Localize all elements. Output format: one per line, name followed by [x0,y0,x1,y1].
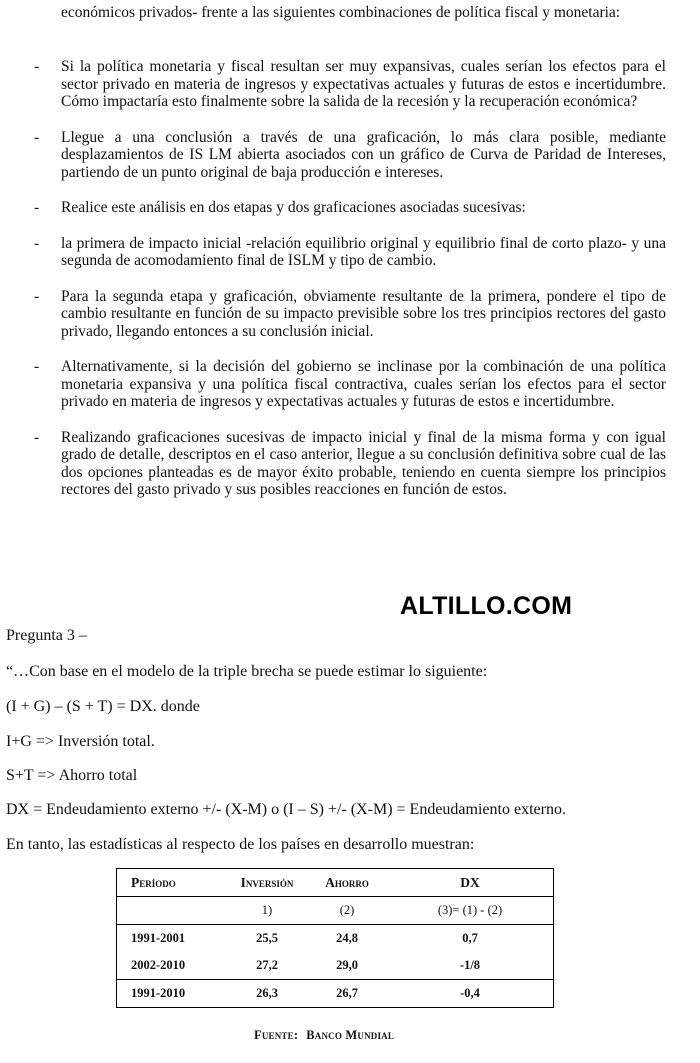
table-intro: En tanto, las estadísticas al respecto de los países en desarrollo muestran: [6,836,475,853]
bullet-text: Llegue a una conclusión a través de una graficación, lo más clara posible, mediante desplazamientos de IS LM abierta asociados con un gráfico de Curva de Paridad de Intereses, partiendo de un punto original de baja producción e intereses. [61,128,666,181]
intro-paragraph: económicos privados- frente a las siguientes combinaciones de política fiscal y monetaria: [61,4,621,21]
subheader-2: (2) [307,897,387,925]
cell-investment: 27,2 [256,958,278,972]
question-heading: Pregunta 3 – [6,627,87,644]
cell-savings: 24,8 [307,925,387,953]
bullet-text: Realice este análisis en dos etapas y dos graficaciones asociadas sucesivas: [61,199,526,216]
definition-dx: DX = Endeudamiento externo +/- (X-M) o (I – S) +/- (X-M) = Endeudamiento externo. [6,801,566,818]
bullet-dash: - [34,358,40,375]
bullet-text: la primera de impacto inicial -relación equilibrio original y equilibrio final de corto plazo- y una segunda de acomodamiento final de ISLM y tipo de cambio. [61,234,666,269]
cell-period: 1991-2010 [117,980,228,1008]
table-row [117,952,554,980]
cell-dx: -0,4 [387,980,554,1008]
bullet-item [0,288,700,341]
subheader-1: 1) [227,897,307,925]
cell-investment: 25,5 [227,925,307,953]
definition-investment: I+G => Inversión total. [6,733,155,750]
cell-savings: 29,0 [336,958,358,972]
table-header-row [117,869,554,897]
table-subheader-row [117,897,554,925]
header-savings: Ahorro [325,874,369,890]
table-row [117,980,554,1008]
subheader-3: (3)= (1) - (2) [387,897,554,925]
bullet-dash: - [34,287,40,305]
bullet-text: Para la segunda etapa y graficación, obviamente resultante de la primera, pondere el tipo de cambio resultante en función de su impacto previsible sobre los tres principios rectores del gasto privado, llegando entonces a su conclusión inicial. [61,287,666,340]
source-value: Banco Mundial [306,1028,395,1042]
bullet-dash: - [34,234,40,252]
bullet-dash: - [34,199,40,216]
bullet-item [0,429,700,499]
bullet-dash: - [34,128,40,146]
table-source [254,1028,402,1043]
cell-period: 2002-2010 [131,958,186,972]
definition-savings: S+T => Ahorro total [6,767,138,784]
header-dx: DX [460,874,480,890]
quote-line: “…Con base en el modelo de la triple brecha se puede estimar lo siguiente: [6,663,488,680]
bullet-item [0,235,700,270]
bullet-dash: - [34,58,40,75]
watermark-logo: ALTILLO.COM [400,592,573,620]
bullet-item [0,199,700,217]
bullet-item [0,58,700,111]
bullet-text: Realizando graficaciones sucesivas de impacto inicial y final de la misma forma y con igual grado de detalle, descriptos en el caso anterior, llegue a su conclusión definitiva sobre cual de las dos opciones planteadas es de mayor éxito probable, teniendo en cuenta siempre los principios rectores del gasto privado y sus posibles reacciones en función de estos. [61,428,666,498]
cell-dx: 0,7 [387,925,554,953]
cell-period: 1991-2001 [117,925,228,953]
bullet-text: Alternativamente, si la decisión del gobierno se inclinase por la combinación de una política monetaria expansiva y una política fiscal contractiva, cuales serían los efectos para el sector privado en materia de ingresos y expectativas actuales y futuras de estos e incertidumbre. [61,358,666,410]
header-investment: Inversión [240,874,294,890]
bullet-item [0,129,700,182]
cell-investment: 26,3 [227,980,307,1008]
table-row [117,925,554,953]
header-period: Período [131,874,176,890]
statistics-table [116,868,554,1008]
cell-savings: 26,7 [307,980,387,1008]
bullet-item [0,358,700,411]
subheader-empty [117,897,228,925]
bullet-dash: - [34,428,40,446]
bullet-list [0,58,700,517]
equation-line: (I + G) – (S + T) = DX. donde [6,698,200,715]
bullet-text: Si la política monetaria y fiscal resultan ser muy expansivas, cuales serían los efectos para el sector privado en materia de ingresos y expectativas actuales y futuras de estos e incertidumbre. Cómo impactaría esto finalmente sobre la salida de la recesión y la recuperación económica? [61,58,666,110]
cell-dx: -1/8 [459,958,481,972]
source-label: Fuente: [254,1028,299,1042]
